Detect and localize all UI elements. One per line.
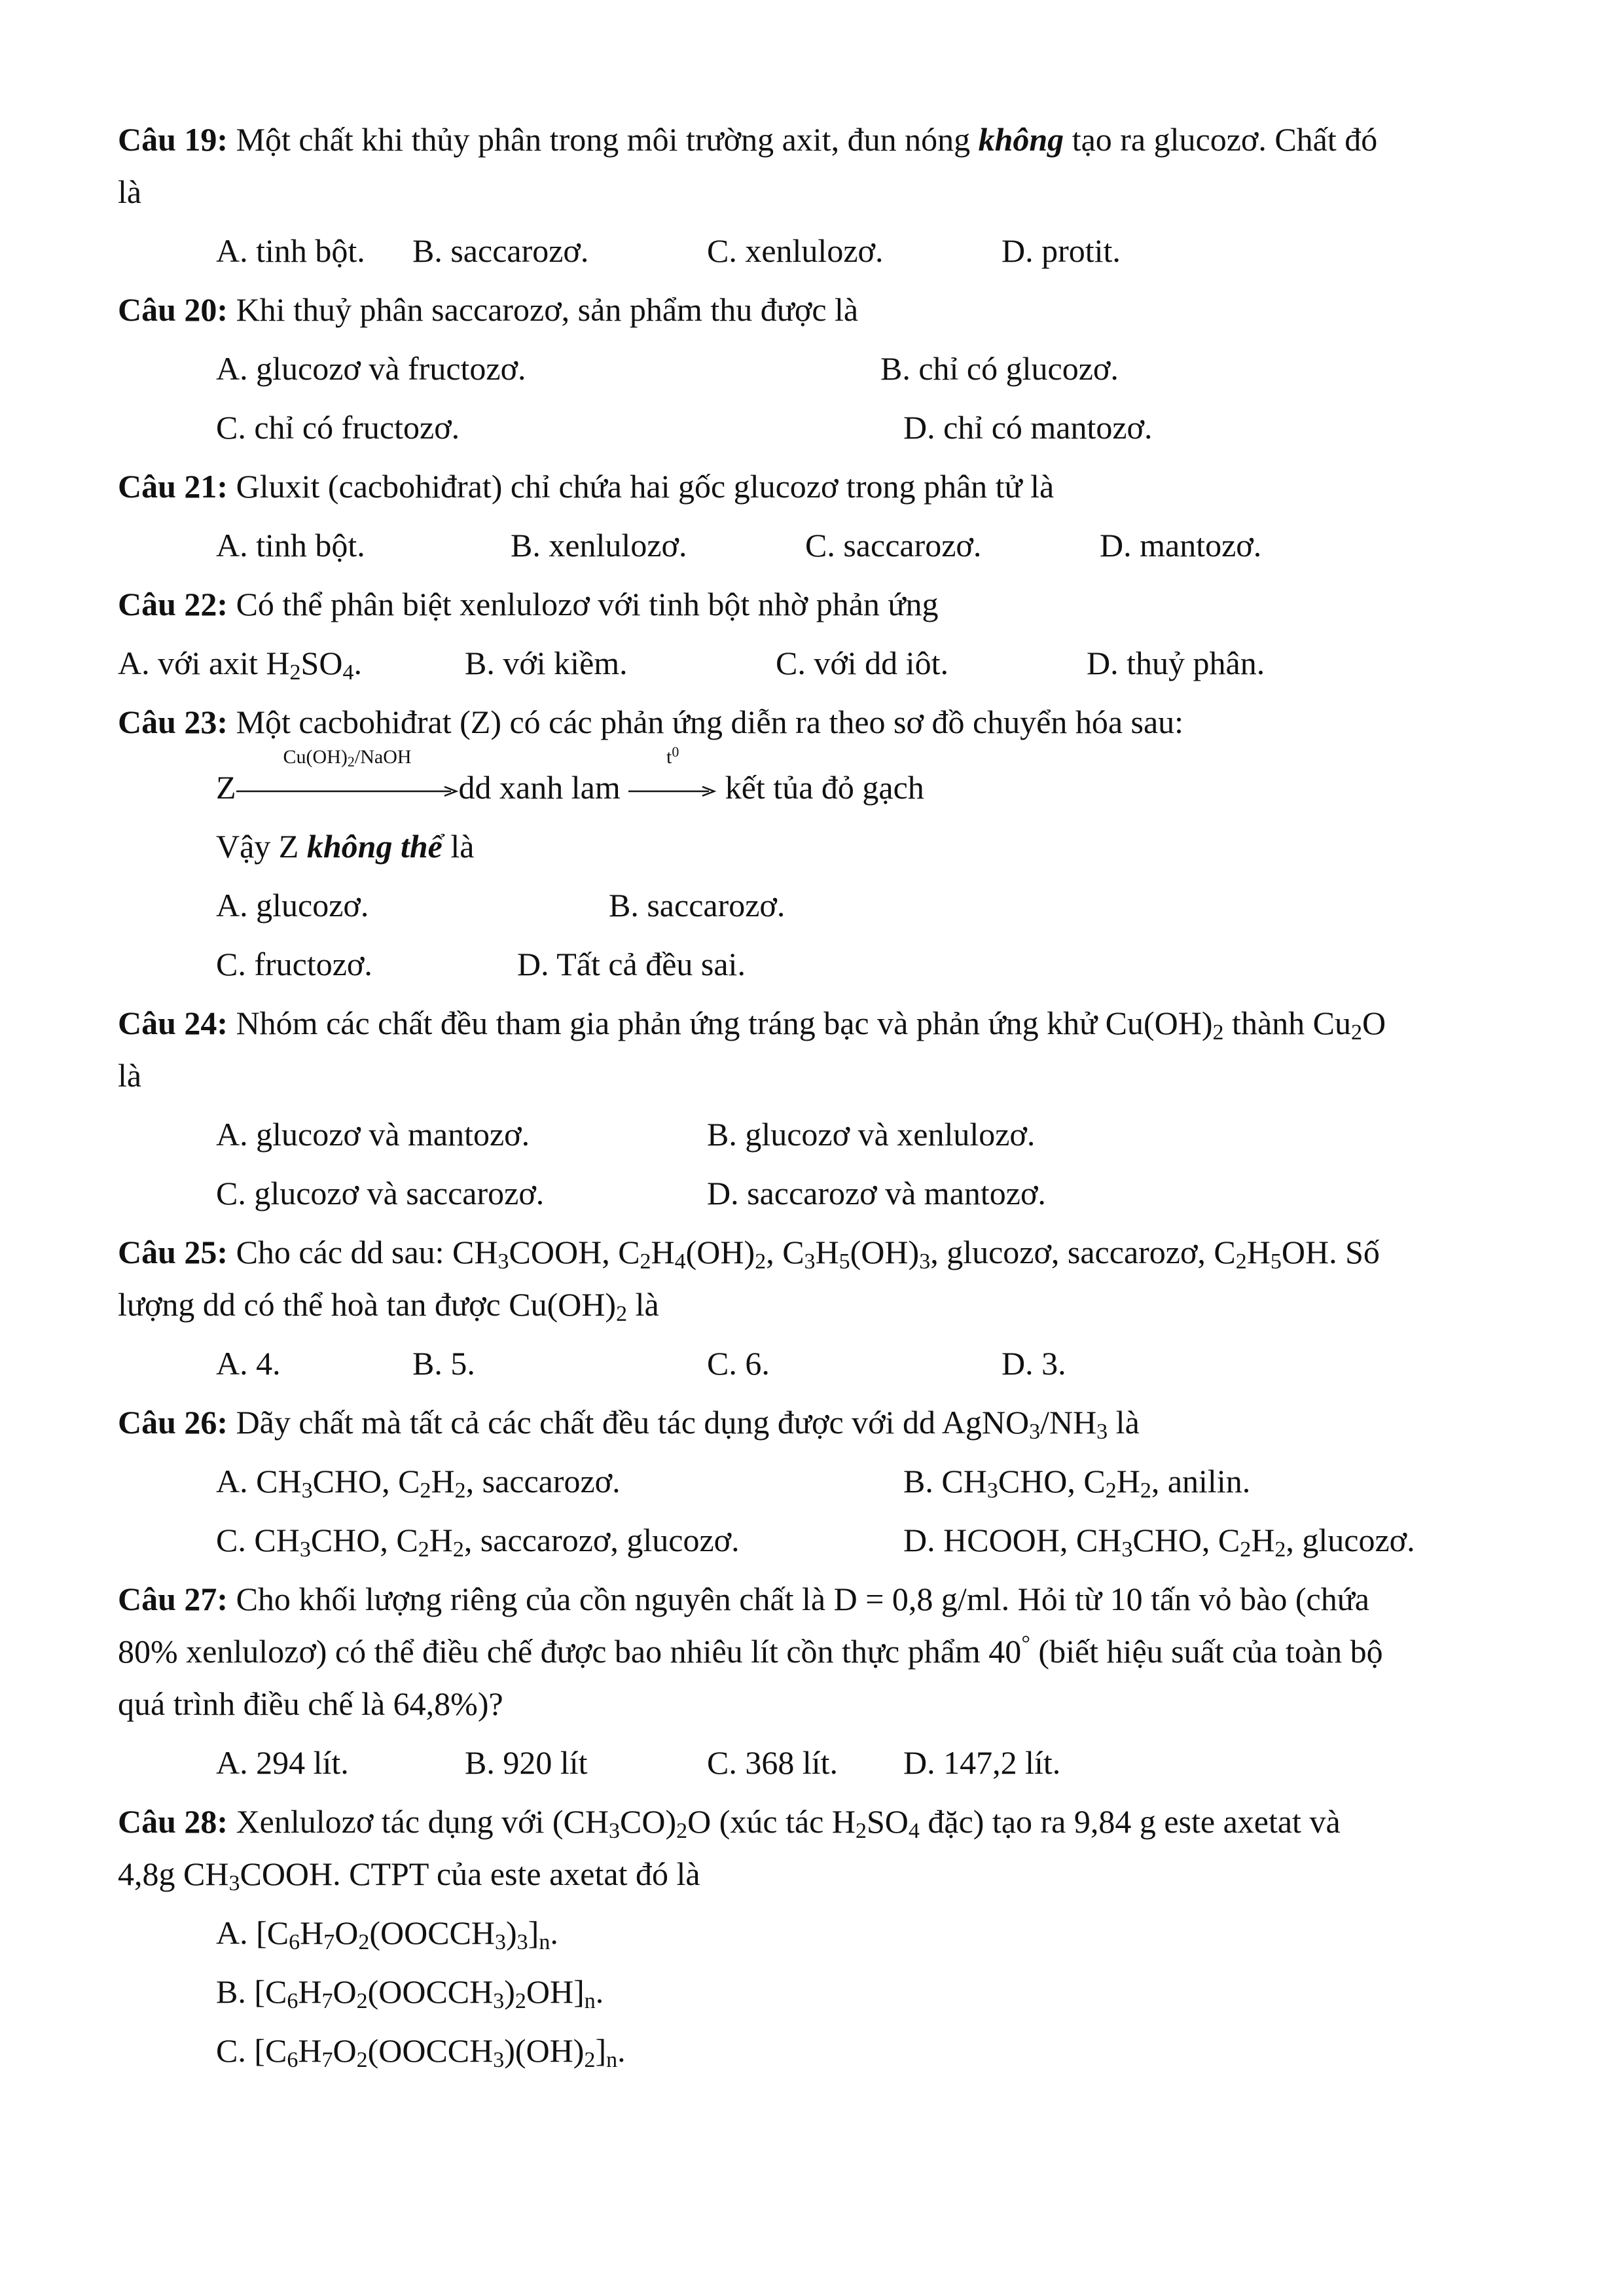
question-19-number: Câu 19: [118, 121, 228, 158]
question-19-text-end: tạo ra glucozơ. Chất đó [1072, 121, 1378, 158]
question-20-text: Khi thuỷ phân saccarozơ, sản phẩm thu được là [236, 291, 859, 328]
question-23-number: Câu 23: [118, 704, 228, 740]
question-21-option-c: C. saccarozơ. [805, 527, 982, 564]
question-23-option-c: C. fructozơ. [216, 946, 372, 982]
question-22-text: Có thể phân biệt xenlulozơ với tinh bột nhờ phản ứng [236, 586, 939, 622]
question-28-option-c: C. $[C_6H_7O_2(OOCCH_3)(OH)_2]_n$. [216, 2032, 626, 2072]
question-20-option-a: A. glucozơ và fructozơ. [216, 350, 526, 387]
question-26-option-d: D. HCOOH, $CH_3CHO$, $C_2H_2$, glucozơ. [903, 1522, 1415, 1562]
question-23-text: Một cacbohiđrat (Z) có các phản ứng diễn ra theo sơ đồ chuyển hóa sau: [236, 704, 1184, 740]
question-22-number: Câu 22: [118, 586, 228, 622]
question-24-number: Câu 24: [118, 1005, 228, 1041]
question-23-emphasis: không thể [306, 828, 442, 865]
question-24-option-a: A. glucozơ và mantozơ. [216, 1116, 530, 1153]
question-26-stem: Câu 26: Dãy chất mà tất cả các chất đều tác dụng được với dd $AgNO_3/NH_3$ là [118, 1404, 1140, 1444]
question-25-option-d: D. 3. [1001, 1345, 1066, 1382]
question-19-line-2: là [118, 173, 142, 210]
arrow-2-label: $t^0$ [666, 744, 679, 768]
question-26-option-c: C. $CH_3CHO$, $C_2H_2$, saccarozơ, glucozơ. [216, 1522, 740, 1562]
question-22-option-d: D. thuỷ phân. [1087, 645, 1265, 681]
question-20-option-b: B. chỉ có glucozơ. [880, 350, 1119, 387]
question-19-option-a: A. tinh bột. [216, 232, 365, 269]
question-27-line-1: Câu 27: Cho khối lượng riêng của cồn nguyên chất là D = 0,8 g/ml. Hỏi từ 10 tấn vỏ bào (chứa [118, 1581, 1369, 1617]
arrow-1-label: $Cu(OH)_2$/NaOH [283, 746, 412, 770]
question-21-option-b: B. xenlulozơ. [511, 527, 687, 564]
question-28-option-b: B. $[C_6H_7O_2(OOCCH_3)_2OH]_n$. [216, 1973, 604, 2013]
question-19-option-c: C. xenlulozơ. [707, 232, 884, 269]
question-23-stem [118, 702, 1183, 742]
question-25-line-2: lượng dd có thể hoà tan được $Cu(OH)_2$ là [118, 1286, 659, 1326]
reaction-arrow-2 [628, 744, 717, 807]
reaction-scheme [216, 744, 924, 807]
question-26-number: Câu 26: [118, 1404, 228, 1441]
question-27-option-a: A. 294 lít. [216, 1744, 349, 1781]
question-27-line-2: 80% xenlulozơ) có thể điều chế được bao nhiêu lít cồn thực phẩm 40° (biết hiệu suất của toàn bộ [118, 1632, 1383, 1670]
question-25-option-c: C. 6. [707, 1345, 770, 1382]
question-20-stem [118, 290, 858, 329]
question-22-option-b: B. với kiềm. [465, 645, 628, 681]
arrow-1-icon [236, 785, 459, 798]
question-21-option-a: A. tinh bột. [216, 527, 365, 564]
question-26-option-b: B. $CH_3CHO$, $C_2H_2$, anilin. [903, 1463, 1251, 1503]
question-23-option-b: B. saccarozơ. [609, 887, 785, 924]
question-25-option-a: A. 4. [216, 1345, 281, 1382]
question-28-number: Câu 28: [118, 1803, 228, 1840]
question-24-line-1: Câu 24: Nhóm các chất đều tham gia phản ứng tráng bạc và phản ứng khử $Cu(OH)_2$ thành $Cu_2O$ [118, 1005, 1386, 1045]
question-21-number: Câu 21: [118, 468, 228, 505]
question-27-option-c: C. 368 lít. [707, 1744, 839, 1781]
question-22-option-a: A. với axit $H_2SO_4$. [118, 645, 362, 685]
question-19-emphasis: không [978, 121, 1064, 158]
reaction-arrow-1 [236, 746, 459, 807]
question-27-line-3: quá trình điều chế là 64,8%)? [118, 1685, 503, 1722]
question-26-option-a: A. $CH_3CHO$, $C_2H_2$, saccarozơ. [216, 1463, 621, 1503]
question-19-line-1 [118, 120, 1519, 159]
question-19-option-b: B. saccarozơ. [412, 232, 589, 269]
scheme-reactant: Z [216, 769, 236, 806]
question-22-option-c: C. với dd iôt. [776, 645, 948, 681]
question-24-option-c: C. glucozơ và saccarozơ. [216, 1175, 545, 1211]
question-28-line-2: 4,8g $CH_3COOH$. CTPT của este axetat đó là [118, 1856, 700, 1895]
question-21-stem [118, 467, 1054, 506]
question-25-option-b: B. 5. [412, 1345, 475, 1382]
question-25-line-1: Câu 25: Cho các dd sau: $CH_3COOH$, $C_2H_4(OH)_2$, $C_3H_5(OH)_3$, glucozơ, saccarozơ, $C_2H_5OH$. Số [118, 1234, 1380, 1274]
question-27-option-b: B. 920 lít [465, 1744, 588, 1781]
question-22-stem [118, 584, 939, 624]
question-23-option-d: D. Tất cả đều sai. [517, 946, 746, 982]
question-24-option-d: D. saccarozơ và mantozơ. [707, 1175, 1046, 1211]
arrow-2-icon [628, 785, 717, 798]
question-21-text: Gluxit (cacbohiđrat) chỉ chứa hai gốc glucozơ trong phân tử là [236, 468, 1055, 505]
question-23-option-a: A. glucozơ. [216, 887, 369, 924]
scheme-intermediate: dd xanh lam [458, 769, 621, 806]
question-21-option-d: D. mantozơ. [1100, 527, 1262, 564]
question-19-text: Một chất khi thủy phân trong môi trường axit, đun nóng [236, 121, 971, 158]
scheme-product: kết tủa đỏ gạch [725, 769, 924, 806]
question-27-option-d: D. 147,2 lít. [903, 1744, 1061, 1781]
question-27-number: Câu 27: [118, 1581, 228, 1617]
question-25-number: Câu 25: [118, 1234, 228, 1270]
question-24-option-b: B. glucozơ và xenlulozơ. [707, 1116, 1036, 1153]
question-28-option-a: A. $[C_6H_7O_2(OOCCH_3)_3]_n$. [216, 1914, 558, 1954]
question-20-number: Câu 20: [118, 291, 228, 328]
question-24-line-2: là [118, 1057, 142, 1094]
question-20-option-c: C. chỉ có fructozơ. [216, 409, 460, 446]
question-28-line-1: Câu 28: Xenlulozơ tác dụng với $(CH_3CO)_2O$ (xúc tác $H_2SO_4$ đặc) tạo ra 9,84 g este axetat và [118, 1803, 1341, 1843]
question-19-option-d: D. protit. [1001, 232, 1121, 269]
question-23-ask: Vậy Z không thể là [216, 828, 475, 865]
question-20-option-d: D. chỉ có mantozơ. [903, 409, 1153, 446]
